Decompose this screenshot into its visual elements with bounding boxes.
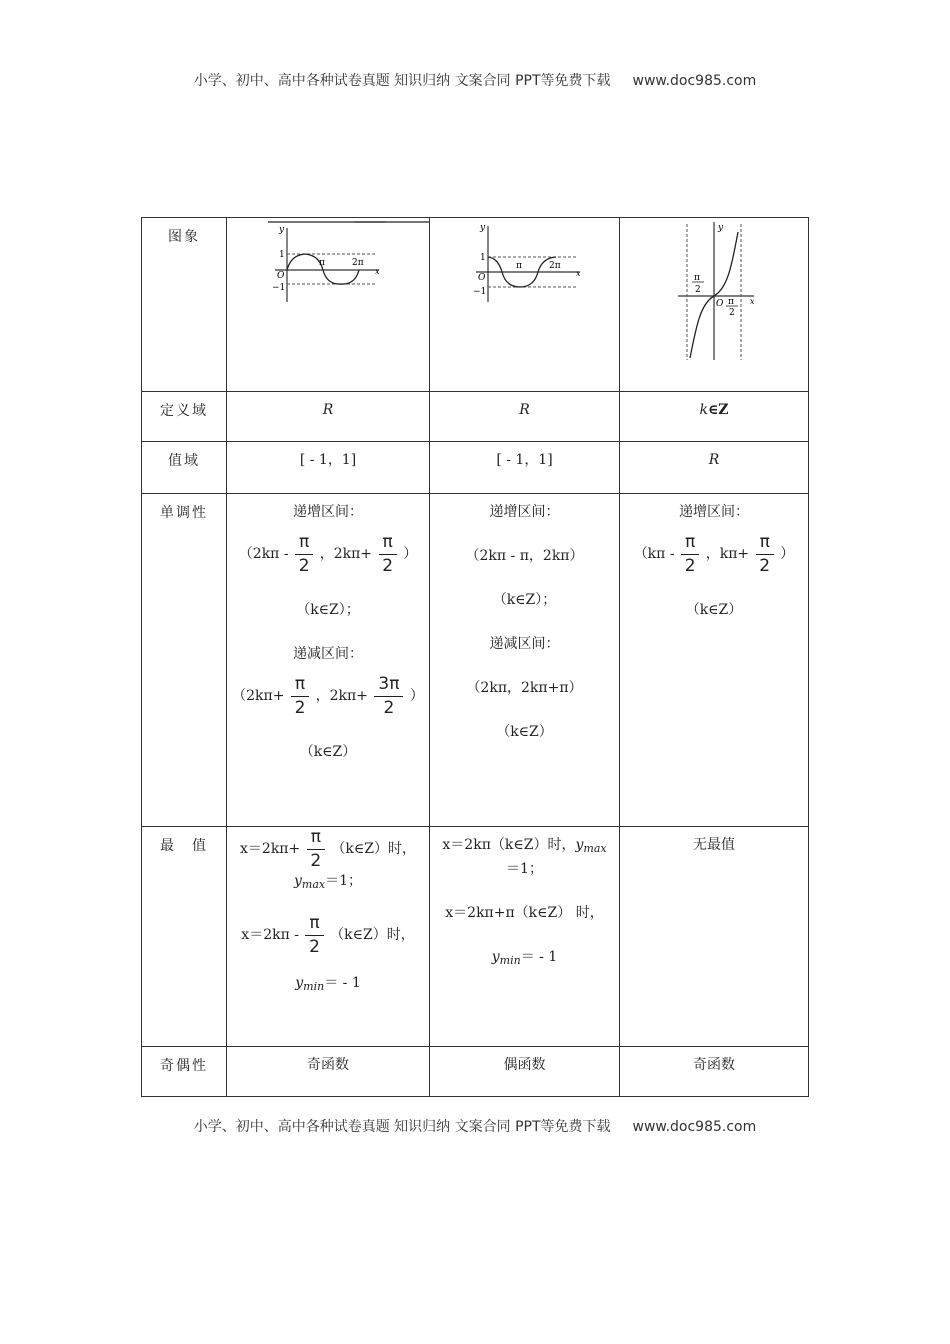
row-parity xyxy=(142,1047,809,1097)
svg-text:2π: 2π xyxy=(549,261,561,271)
svg-text:1: 1 xyxy=(480,253,486,263)
svg-text:y: y xyxy=(480,223,486,233)
svg-text:π: π xyxy=(694,273,700,283)
svg-text:2π: 2π xyxy=(352,258,364,268)
monotonic-cos: 递增区间： （2kπ - π，2kπ） （k∈Z）； 递减区间： （2kπ，2kπ+π） （k∈Z） xyxy=(465,504,584,740)
domain-cos: R xyxy=(519,402,530,418)
svg-text:y: y xyxy=(718,223,724,233)
svg-text:1: 1 xyxy=(279,250,285,260)
monotonic-sin: 递增区间： （2kπ - $\frac{\pi}{2}$ ，2kπ+ $\frac{\pi}{2}$ ） （k∈Z）； 递减区间： （2kπ+ $\frac{\pi}{2}$ ，2kπ+ $\frac{3\pi}{2}$ ） （k∈Z） xyxy=(232,504,424,760)
domain-sin: R xyxy=(322,402,334,418)
label-monotonicity: 单调性 xyxy=(142,494,227,827)
footer-text: 小学、初中、高中各种试卷真题 知识归纳 文案合同 PPT等免费下载 xyxy=(193,1119,611,1135)
cosine-graph-cell xyxy=(430,218,620,392)
page-footer xyxy=(0,1116,950,1136)
range-sin: [ - 1，1] xyxy=(299,452,357,468)
label-extreme: 最 值 xyxy=(142,827,227,1047)
page-header xyxy=(0,70,950,90)
trig-properties-table xyxy=(141,217,809,1097)
range-tan: R xyxy=(708,452,720,468)
svg-text:−1: −1 xyxy=(473,287,487,297)
monotonic-tan: 递增区间： （kπ - $\frac{\pi}{2}$ ，kπ+ $\frac{\pi}{2}$ ） （k∈Z） xyxy=(633,504,795,618)
label-range: 值域 xyxy=(142,442,227,494)
label-domain: 定义域 xyxy=(142,392,227,442)
svg-text:x: x xyxy=(576,269,581,278)
sine-graph-cell xyxy=(227,218,430,392)
tangent-graph-cell xyxy=(620,218,809,392)
header-site: www.doc985.com xyxy=(632,73,757,89)
row-extreme xyxy=(142,827,809,1047)
svg-text:y: y xyxy=(279,225,285,235)
svg-text:x: x xyxy=(375,267,380,276)
svg-text:O: O xyxy=(478,273,486,283)
svg-text:π: π xyxy=(516,261,522,271)
svg-text:2: 2 xyxy=(729,308,735,318)
label-image: 图象 xyxy=(142,218,227,392)
cosine-graph xyxy=(430,218,619,318)
range-cos: [ - 1，1] xyxy=(496,452,553,468)
parity-tan: 奇函数 xyxy=(693,1057,735,1073)
svg-text:π: π xyxy=(728,297,734,307)
row-image xyxy=(142,218,809,392)
header-text: 小学、初中、高中各种试卷真题 知识归纳 文案合同 PPT等免费下载 xyxy=(193,73,611,89)
tangent-graph xyxy=(620,218,808,366)
svg-text:−1: −1 xyxy=(272,283,286,293)
label-parity: 奇偶性 xyxy=(142,1047,227,1097)
svg-text:O: O xyxy=(716,299,724,309)
extreme-tan: 无最值 xyxy=(693,837,735,853)
svg-text:x: x xyxy=(750,297,755,306)
extreme-cos: x＝2kπ（k∈Z）时，$y_{max}$ ＝1； x＝2kπ+π（k∈Z） 时， $y_{min}= - 1$ xyxy=(442,837,607,967)
row-monotonicity xyxy=(142,494,809,827)
row-range xyxy=(142,442,809,494)
svg-text:O: O xyxy=(277,271,285,281)
svg-text:2: 2 xyxy=(695,285,701,295)
extreme-sin: x＝2kπ+ $\frac{\pi}{2}$ （k∈Z）时， $y_{max}=1$； x＝2kπ - $\frac{\pi}{2}$ （k∈Z）时， $y_{min}= - 1$ xyxy=(240,827,416,993)
parity-cos: 偶函数 xyxy=(503,1057,546,1073)
footer-site: www.doc985.com xyxy=(632,1119,757,1135)
row-domain xyxy=(142,392,809,442)
parity-sin: 奇函数 xyxy=(307,1057,349,1073)
svg-text:π: π xyxy=(319,258,325,268)
sine-graph xyxy=(227,218,429,318)
domain-tan: k∈Z xyxy=(699,402,729,418)
